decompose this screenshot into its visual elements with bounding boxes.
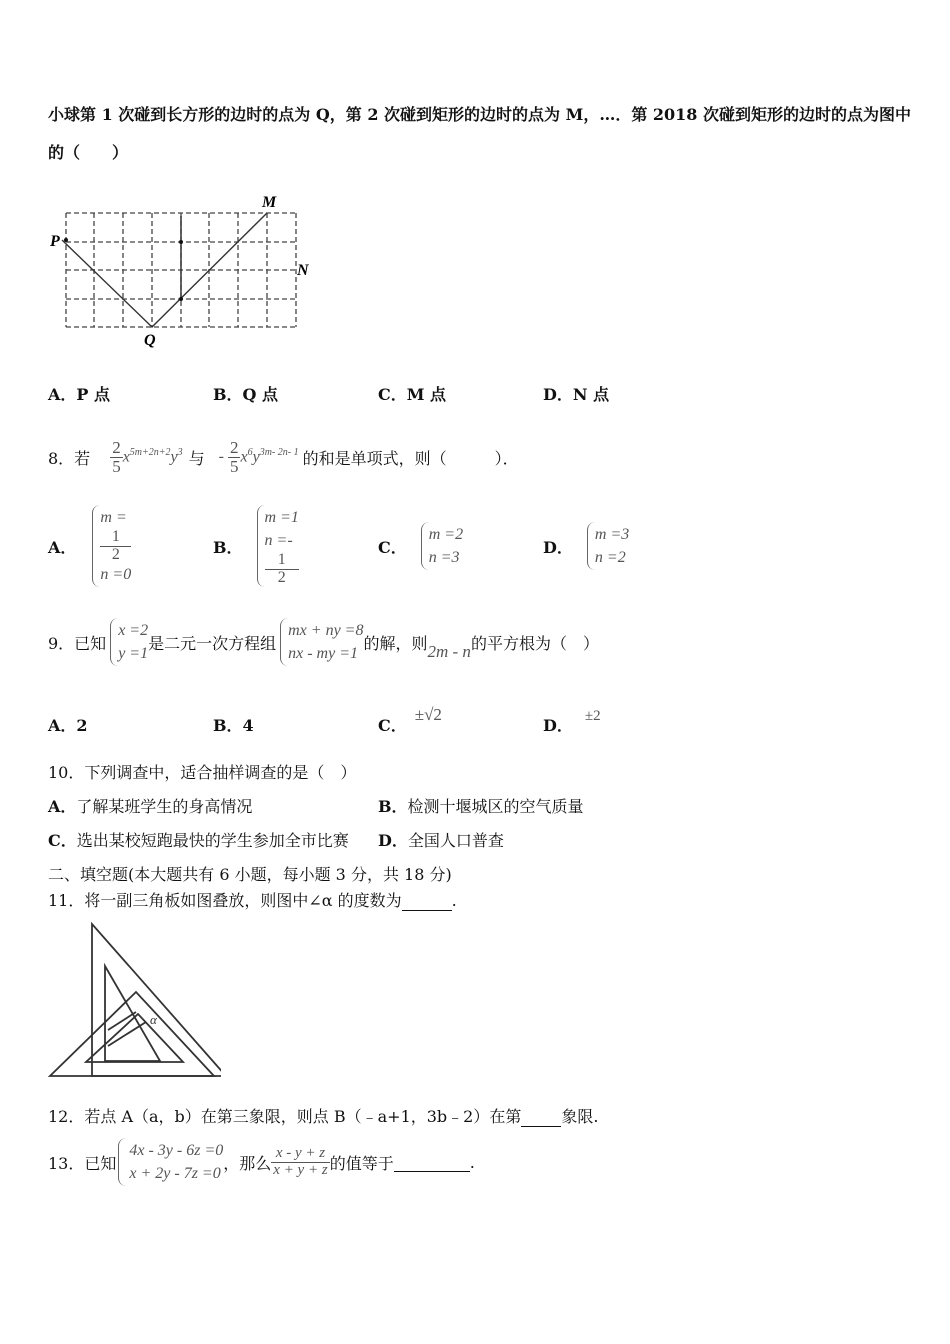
q10-option-c[interactable]: C．选出某校短跑最快的学生参加全市比赛 (48, 831, 349, 850)
q13-stem: 13．已知 4x - 3y - 6z =0 x + 2y - 7z =0 ，那么 $\frac{x - y + z}{x + y + z}$ 的值等于 . (48, 1134, 475, 1190)
alpha-label: α (150, 1012, 157, 1027)
q9-option-b[interactable]: B．4 (213, 716, 254, 735)
q8-stem: 8．若 $\frac{2}{5}$ $x^{5m+2n+2}y^3$ 与 - $\frac{2}{5}$ $x^6y^{3m- 2n- 1}$ 的和是单项式，则（ ）． (48, 437, 519, 476)
dot-top (179, 240, 183, 244)
q8-option-d[interactable]: D． m =3 n =2 (543, 508, 629, 584)
q9-expression: 2m - n (427, 642, 471, 661)
q10-option-d[interactable]: D．全国人口普查 (378, 831, 504, 850)
q9-option-a[interactable]: A．2 (48, 716, 88, 735)
q7-grid-figure (40, 188, 330, 358)
q11-triangle-figure (46, 918, 221, 1083)
label-m: M (262, 194, 277, 211)
q8-option-c[interactable]: C． m =2 n =3 (378, 508, 463, 584)
q7-option-a[interactable]: A．P 点 (48, 385, 111, 404)
q7-stem-line2: 的（ ） (48, 143, 129, 162)
q7-option-c[interactable]: C．M 点 (378, 385, 447, 404)
q13-equation-system: 4x - 3y - 6z =0 x + 2y - 7z =0 (118, 1138, 223, 1186)
label-q: Q (144, 332, 156, 349)
q11-answer-blank[interactable] (402, 891, 452, 911)
q10-stem: 10．下列调查中，适合抽样调查的是（ ） (48, 763, 357, 782)
q10-option-a[interactable]: A．了解某班学生的身高情况 (48, 797, 253, 816)
label-p: P (50, 233, 60, 250)
section-heading-fill-in: 二、填空题(本大题共有 6 小题，每小题 3 分，共 18 分) (48, 865, 452, 884)
q12-stem: 12．若点 A（a，b）在第三象限，则点 B（﹣a+1，3b﹣2）在第 象限. (48, 1107, 599, 1126)
q8-option-a[interactable]: A． m = 1 2 n =0 (48, 508, 131, 584)
q13-fraction: $\frac{x - y + z}{x + y + z}$ (273, 1144, 328, 1178)
label-n: N (297, 262, 309, 279)
q9-option-d[interactable]: D． ±2 (543, 708, 601, 735)
q8-coef2: $\frac{2}{5}$ (229, 437, 239, 476)
q13-answer-blank[interactable] (394, 1152, 470, 1172)
q12-answer-blank[interactable] (521, 1107, 561, 1127)
set-square-inner (86, 1014, 183, 1062)
q9-stem: 9．已知 x =2 y =1 是二元一次方程组 mx + ny =8 nx - my =1 的解，则 2m - n 的平方根为（ ） (48, 612, 599, 672)
q8-option-b[interactable]: B． m =1 n =- 1 2 (213, 508, 299, 584)
q8-coef1: $\frac{2}{5}$ (112, 437, 121, 476)
q10-option-b[interactable]: B．检测十堰城区的空气质量 (378, 797, 584, 816)
q7-option-d[interactable]: D．N 点 (543, 385, 610, 404)
q7-stem-line1: 小球第 1 次碰到长方形的边时的点为 Q，第 2 次碰到矩形的边时的点为 M，…．第 2018 次碰到矩形的边时的点为图中 (48, 105, 912, 124)
q9-option-c[interactable]: C．±√2 (378, 705, 442, 735)
q7-option-b[interactable]: B．Q 点 (213, 385, 279, 404)
dot-bottom (179, 297, 183, 301)
q9-solution-system: x =2 y =1 (110, 618, 148, 666)
q11-stem: 11．将一副三角板如图叠放，则图中∠α 的度数为 . (48, 891, 457, 910)
q9-equation-system: mx + ny =8 nx - my =1 (280, 618, 363, 666)
dot-p (64, 238, 68, 242)
